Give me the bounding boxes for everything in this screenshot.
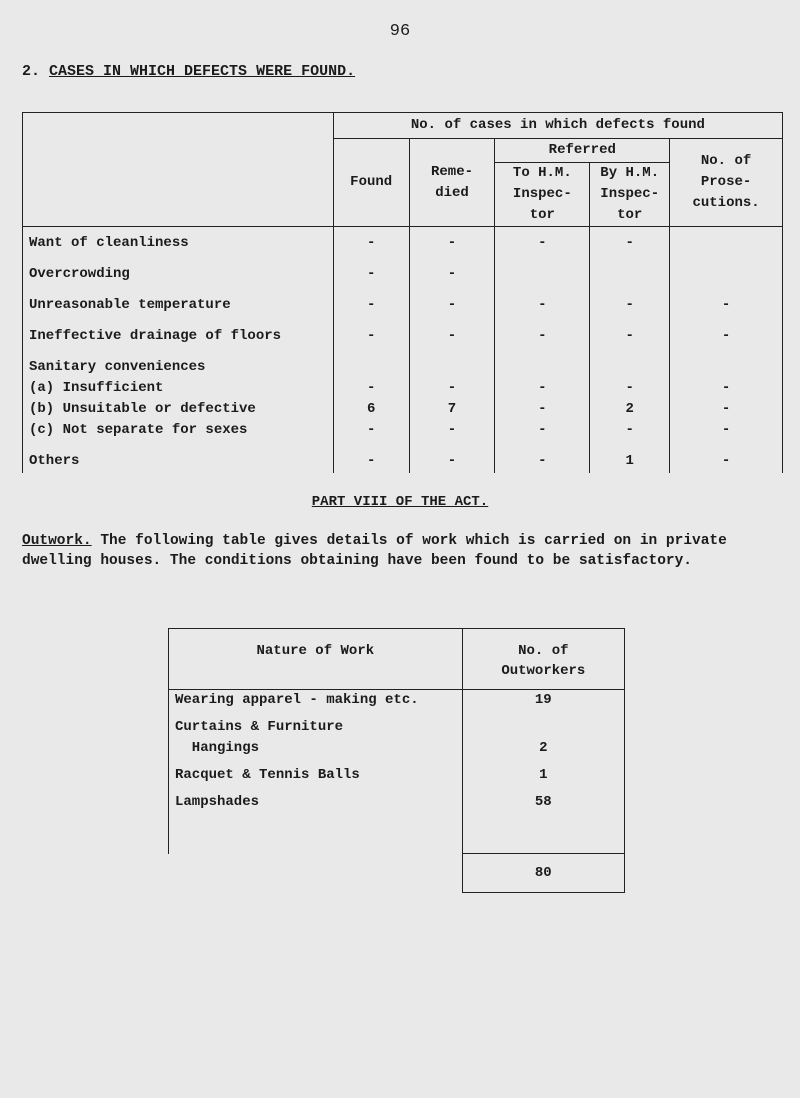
table-cell: - <box>538 422 547 438</box>
table-cell: - <box>721 297 731 313</box>
table-cell: 2 <box>625 401 634 417</box>
table-cell: - <box>721 328 731 344</box>
table-cell: - <box>366 380 376 396</box>
work-count: 19 <box>534 692 552 708</box>
table-cell <box>495 357 589 378</box>
header-group: No. of cases in which defects found <box>333 113 782 139</box>
section-title-text: CASES IN WHICH DEFECTS WERE FOUND. <box>49 63 356 80</box>
table-cell: - <box>721 453 731 469</box>
header-referred: Referred <box>495 139 670 163</box>
table-cell: - <box>447 297 457 313</box>
row-label: Overcrowding <box>29 266 130 282</box>
table-cell <box>670 233 782 254</box>
row-label: (b) Unsuitable or defective <box>29 401 256 417</box>
table-cell: - <box>538 453 547 469</box>
table-cell: - <box>625 422 634 438</box>
header-blank <box>23 113 334 227</box>
table-cell: - <box>447 422 457 438</box>
part-heading: PART VIII OF THE ACT. <box>311 494 489 510</box>
header-outworkers: No. of Outworkers <box>462 629 624 690</box>
col-by-hm <box>590 227 670 474</box>
work-count <box>463 717 624 738</box>
table-cell: 1 <box>625 453 634 469</box>
header-to-hm: To H.M. Inspec- tor <box>495 163 590 227</box>
defects-table <box>22 112 783 473</box>
header-found: Found <box>333 139 409 227</box>
row-labels <box>23 227 334 474</box>
total-outworkers: 80 <box>462 854 624 893</box>
table-cell: - <box>447 266 457 282</box>
table-cell: - <box>366 297 376 313</box>
header-by-hm: By H.M. Inspec- tor <box>590 163 670 227</box>
work-count: 2 <box>539 740 548 756</box>
table-cell <box>590 357 669 378</box>
row-label: Ineffective drainage of floors <box>29 328 282 344</box>
table-cell: - <box>721 422 731 438</box>
work-item: Curtains & Furniture <box>175 719 344 735</box>
table-cell: - <box>447 453 457 469</box>
table-cell <box>670 264 782 285</box>
table-cell <box>334 357 409 378</box>
table-cell: - <box>625 235 634 251</box>
section-title <box>22 63 355 80</box>
table-cell: - <box>625 328 634 344</box>
work-item: Lampshades <box>175 794 260 810</box>
outworker-counts <box>462 690 624 854</box>
table-cell: - <box>538 380 547 396</box>
work-list <box>169 690 463 854</box>
table-cell <box>670 357 782 378</box>
row-label: Others <box>29 453 80 469</box>
table-cell <box>495 264 589 285</box>
table-cell: - <box>538 235 547 251</box>
outworkers-table <box>168 628 625 893</box>
col-found <box>333 227 409 474</box>
table-cell: - <box>447 380 457 396</box>
work-item: Wearing apparel - making etc. <box>175 692 419 708</box>
col-remedied <box>409 227 495 474</box>
page-number: 96 <box>389 22 411 41</box>
row-label: (c) Not separate for sexes <box>29 422 248 438</box>
table-cell: - <box>366 328 376 344</box>
table-cell: 6 <box>366 401 376 417</box>
row-label: (a) Insufficient <box>29 380 164 396</box>
table-cell: - <box>366 235 376 251</box>
total-spacer <box>169 854 463 893</box>
header-remedied: Reme- died <box>409 139 495 227</box>
table-cell: - <box>366 266 376 282</box>
row-label: Want of cleanliness <box>29 235 189 251</box>
table-cell: - <box>447 235 457 251</box>
table-cell: - <box>538 328 547 344</box>
outwork-lead: Outwork. <box>22 533 92 549</box>
outwork-paragraph <box>22 531 782 571</box>
table-cell: - <box>366 422 376 438</box>
table-cell: - <box>721 401 731 417</box>
table-cell: - <box>721 380 731 396</box>
col-to-hm <box>495 227 590 474</box>
table-cell: - <box>447 328 457 344</box>
row-label: Unreasonable temperature <box>29 297 231 313</box>
table-cell: - <box>625 380 634 396</box>
outwork-text: The following table gives details of work which is carried on in private dwelling houses. The conditions obtaining have been found to be satisfactory. <box>22 533 727 569</box>
table-cell: - <box>538 401 547 417</box>
table-cell: - <box>366 453 376 469</box>
table-cell: - <box>625 297 634 313</box>
table-cell: - <box>538 297 547 313</box>
table-cell <box>590 264 669 285</box>
work-count: 58 <box>534 794 552 810</box>
header-prosecutions: No. of Prose- cutions. <box>670 139 783 227</box>
header-nature-of-work: Nature of Work <box>169 629 463 690</box>
col-prosecutions <box>670 227 783 474</box>
work-item: Racquet & Tennis Balls <box>175 767 360 783</box>
row-label: Sanitary conveniences <box>29 359 206 375</box>
table-cell: 7 <box>447 401 457 417</box>
work-count: 1 <box>539 767 548 783</box>
section-number: 2. <box>22 63 41 80</box>
work-item: Hangings <box>175 740 260 756</box>
table-cell <box>410 357 495 378</box>
